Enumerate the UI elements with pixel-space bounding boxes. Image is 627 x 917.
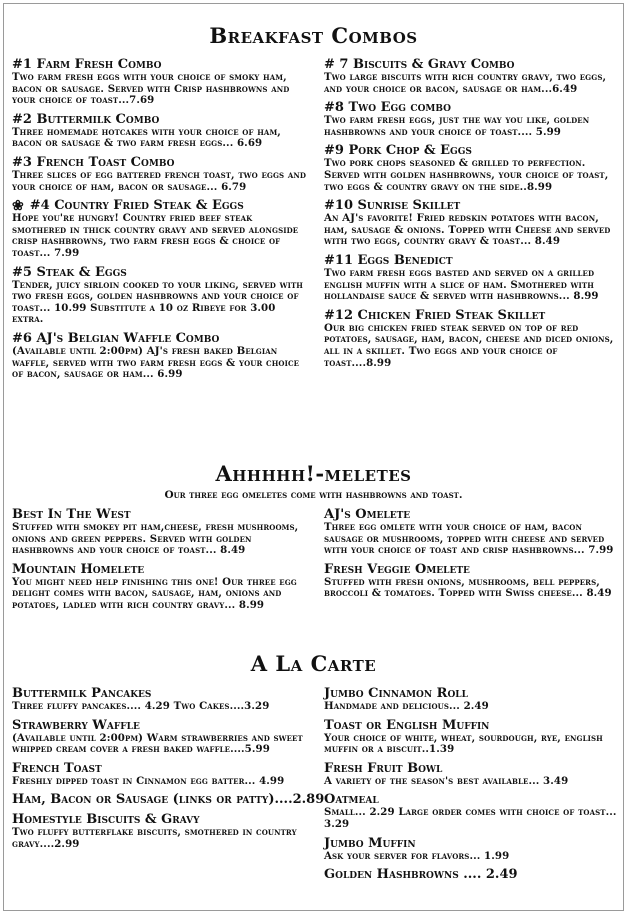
menu-item-title (324, 253, 620, 268)
menu-item-description: Two farm fresh eggs with your choice of smoky ham, bacon or sausage. Served with Crisp hashbrowns and your choice of toast...7.69 (12, 71, 290, 107)
menu-item-title (324, 57, 620, 72)
menu-item-description: Three fluffy pancakes.... 4.29 Two Cakes....3.29 (12, 700, 270, 712)
menu-item-title (324, 686, 620, 701)
menu-item-description: Freshly dipped toast in Cinnamon egg batter... 4.99 (12, 774, 285, 787)
menu-item-title (12, 57, 310, 72)
menu-item-title-text: Homestyle Biscuits & Gravy (12, 812, 200, 828)
menu-item-2-buttermilk-combo (12, 112, 310, 150)
menu-item-title-text: #6 AJ's Belgian Waffle Combo (12, 330, 220, 346)
menu-item-title-text: # 7 Biscuits & Gravy Combo (324, 57, 515, 72)
menu-item-title-text: #3 French Toast Combo (12, 154, 175, 170)
menu-item-ham-bacon-or-sausage-links-or-patty-2-89 (12, 792, 325, 808)
menu-item-title-text: #1 Farm Fresh Combo (12, 57, 162, 72)
menu-item-title (324, 507, 620, 522)
menu-item-title (12, 507, 310, 522)
menu-item-title (12, 761, 310, 776)
menu-item-description: Three homemade hotcakes with your choice of ham, bacon or sausage & two farm fresh eggs... 6.69 (12, 125, 281, 150)
menu-item-description: A variety of the season's best available... 3.49 (324, 774, 569, 787)
menu-item-description: Handmade and delicious... 2.49 (324, 700, 489, 712)
menu-item-10-sunrise-skillet (324, 198, 620, 248)
menu-item-title-text: #5 Steak & Eggs (12, 264, 127, 280)
menu-page (3, 3, 624, 911)
menu-item-title (12, 562, 310, 577)
menu-item-title (12, 718, 310, 733)
menu-item-fresh-veggie-omelete (324, 562, 620, 600)
menu-item-title-text: French Toast (12, 760, 102, 776)
menu-item-title (12, 198, 310, 213)
menu-item-1-farm-fresh-combo (12, 57, 310, 107)
menu-item-french-toast (12, 761, 310, 788)
menu-item-title-text: AJ's Omelete (324, 507, 411, 522)
menu-item-3-french-toast-combo (12, 155, 310, 193)
menu-item-description: An AJ's favorite! Fried redskin potatoes with bacon, ham, sausage & onions. Topped with Cheese and served with two eggs, country gravy & toast... 8.49 (324, 212, 611, 248)
menu-item-description: Tender, juicy sirloin cooked to your liking, served with two fresh eggs, golden hashbrowns and your choice of toast... 10.99 Substitute a 10 oz Ribeye for 3.00 extra. (12, 278, 303, 326)
menu-item-12-chicken-fried-steak-skillet (324, 308, 620, 369)
menu-item-title (12, 155, 310, 170)
menu-item-description: Our big chicken fried steak served on top of red potatoes, sausage, ham, bacon, cheese and diced onions, all in a skillet. Two eggs and your choice of toast....8.99 (324, 321, 614, 369)
a-la-carte-heading: A La Carte (250, 651, 377, 676)
omeletes-right-column (324, 507, 620, 605)
menu-item-best-in-the-west (12, 507, 310, 557)
menu-item-title (12, 686, 310, 701)
menu-item-description: Small... 2.29 Large order comes with choice of toast... 3.29 (324, 806, 617, 830)
menu-item-8-two-egg-combo (324, 100, 620, 138)
menu-item-description: Two large biscuits with rich country gravy, two eggs, and your choice or bacon, sausage or ham...6.49 (324, 71, 607, 95)
menu-item-title-text: Jumbo Cinnamon Roll (324, 686, 468, 701)
menu-item-title-text: Mountain Homelete (12, 561, 145, 577)
menu-item-description: Your choice of white, wheat, sourdough, rye, english muffin or a biscuit..1.39 (324, 731, 603, 756)
menu-item-description: Two farm fresh eggs basted and served on a grilled english muffin with a slice of ham. Smothered with hollandaise sauce & served with hashbrowns... 8.99 (324, 266, 599, 303)
menu-item-5-steak-eggs (12, 265, 310, 326)
menu-item-title-text: Best In The West (12, 507, 131, 522)
menu-item-title-text: Fresh Veggie Omelete (324, 561, 470, 577)
menu-item-description: You might need help finishing this one! Our three egg delight comes with bacon, sausage, ham, onions and potatoes, ladled with rich country gravy... 8.99 (12, 575, 297, 611)
menu-item-title-text: #4 Country Fried Steak & Eggs (29, 198, 244, 214)
menu-item-title (324, 143, 620, 158)
menu-item-title (12, 792, 325, 808)
menu-item-fresh-fruit-bowl (324, 761, 620, 788)
menu-item-title-text: #8 Two Egg combo (324, 100, 451, 116)
menu-item-description: Two pork chops seasoned & grilled to perfection. Served with golden hashbrowns, your choice of toast, two eggs & country gravy on the side..8.99 (324, 157, 609, 193)
menu-item-strawberry-waffle (12, 718, 310, 756)
menu-item-title (324, 100, 620, 115)
menu-item-title (324, 562, 620, 577)
menu-item-title (324, 718, 620, 733)
omeletes-left-column (12, 507, 310, 617)
menu-item-homestyle-biscuits-gravy (12, 812, 310, 850)
menu-item-title (324, 198, 620, 213)
menu-item-title-text: #11 Eggs Benedict (324, 252, 453, 268)
menu-item-description: Three slices of egg battered french toast, two eggs and your choice of ham, bacon or sausage... 6.79 (12, 168, 307, 193)
omeletes-subtitle: Our three egg omeletes come with hashbrowns and toast. (164, 489, 463, 501)
menu-item-description: Two farm fresh eggs, just the way you like, golden hashbrowns and your choice of toast.... 5.99 (324, 114, 590, 138)
menu-item-title-text: #12 Chicken Fried Steak Skillet (324, 307, 546, 323)
menu-item-description: Three egg omlete with your choice of ham, bacon sausage or mushrooms, topped with cheese and served with your choice of toast and crisp hashbrowns... 7.99 (324, 521, 614, 557)
menu-item-9-pork-chop-eggs (324, 143, 620, 193)
menu-item-aj-s-omelete (324, 507, 620, 557)
menu-item-buttermilk-pancakes (12, 686, 310, 713)
menu-item-description: (Available until 2:00pm) Warm strawberries and sweet whipped cream cover a fresh baked waffle....5.99 (12, 731, 303, 756)
a-la-carte-left-column (12, 686, 325, 856)
menu-item-jumbo-cinnamon-roll (324, 686, 620, 713)
sunflower-icon: ❀ (12, 198, 24, 215)
menu-item-7-biscuits-gravy-combo (324, 57, 620, 95)
menu-item-oatmeal (324, 792, 620, 830)
a-la-carte-right-column (324, 686, 620, 887)
menu-item-description: Hope you're hungry! Country fried beef steak smothered in thick country gravy and served alongside crisp hashbrowns, two farm fresh eggs & choice of toast... 7.99 (12, 212, 299, 259)
menu-item-title (12, 112, 310, 127)
menu-item-title-text: Buttermilk Pancakes (12, 686, 152, 701)
omeletes-heading: Ahhhhh!-meletes (215, 461, 412, 486)
menu-item-description: Stuffed with fresh onions, mushrooms, bell peppers, broccoli & tomatoes. Topped with Swiss cheese... 8.49 (324, 575, 612, 600)
menu-item-description: (Available until 2:00pm) AJ's fresh baked Belgian waffle, served with two farm fresh eggs & your choice of bacon, sausage or ham... 6.99 (12, 344, 300, 381)
menu-item-title (324, 836, 620, 851)
menu-item-title (12, 265, 310, 280)
menu-item-title-text: Oatmeal (324, 792, 379, 808)
menu-item-title-text: Fresh Fruit Bowl (324, 760, 443, 776)
menu-item-title-text: Strawberry Waffle (12, 717, 140, 733)
menu-item-title-text: Ham, Bacon or Sausage (links or patty)....2.89 (12, 792, 325, 808)
menu-item-toast-or-english-muffin (324, 718, 620, 756)
breakfast-left-column (12, 57, 310, 386)
menu-item-title-text: #10 Sunrise Skillet (324, 198, 461, 214)
menu-item-description: Ask your server for flavors... 1.99 (324, 849, 510, 862)
menu-item-golden-hashbrowns-2-49 (324, 867, 620, 882)
breakfast-right-column (324, 57, 620, 374)
menu-item-description: Stuffed with smokey pit ham,cheese, fresh mushrooms, onions and green peppers. Served with golden hashbrowns and your choice of toast... 8.49 (12, 521, 299, 557)
menu-item-mountain-homelete (12, 562, 310, 612)
menu-item-11-eggs-benedict (324, 253, 620, 303)
menu-item-6-aj-s-belgian-waffle-combo (12, 331, 310, 381)
breakfast-combos-heading: Breakfast Combos (209, 23, 418, 48)
menu-item-title (324, 761, 620, 776)
menu-item-title (12, 331, 310, 346)
menu-item-title (324, 308, 620, 323)
menu-item-title (12, 812, 310, 827)
menu-item-jumbo-muffin (324, 836, 620, 863)
menu-item-title-text: #2 Buttermilk Combo (12, 111, 160, 127)
menu-item-title-text: Toast or English Muffin (324, 717, 490, 733)
menu-item-title (324, 867, 620, 882)
menu-item-title-text: Jumbo Muffin (324, 835, 416, 851)
menu-item-title-text: Golden Hashbrowns .... 2.49 (324, 867, 518, 883)
menu-item-title (324, 792, 620, 807)
menu-item-4-country-fried-steak-eggs (12, 198, 310, 259)
menu-item-description: Two fluffy butterflake biscuits, smothered in country gravy....2.99 (12, 826, 297, 850)
menu-item-title-text: #9 Pork Chop & Eggs (324, 143, 472, 159)
